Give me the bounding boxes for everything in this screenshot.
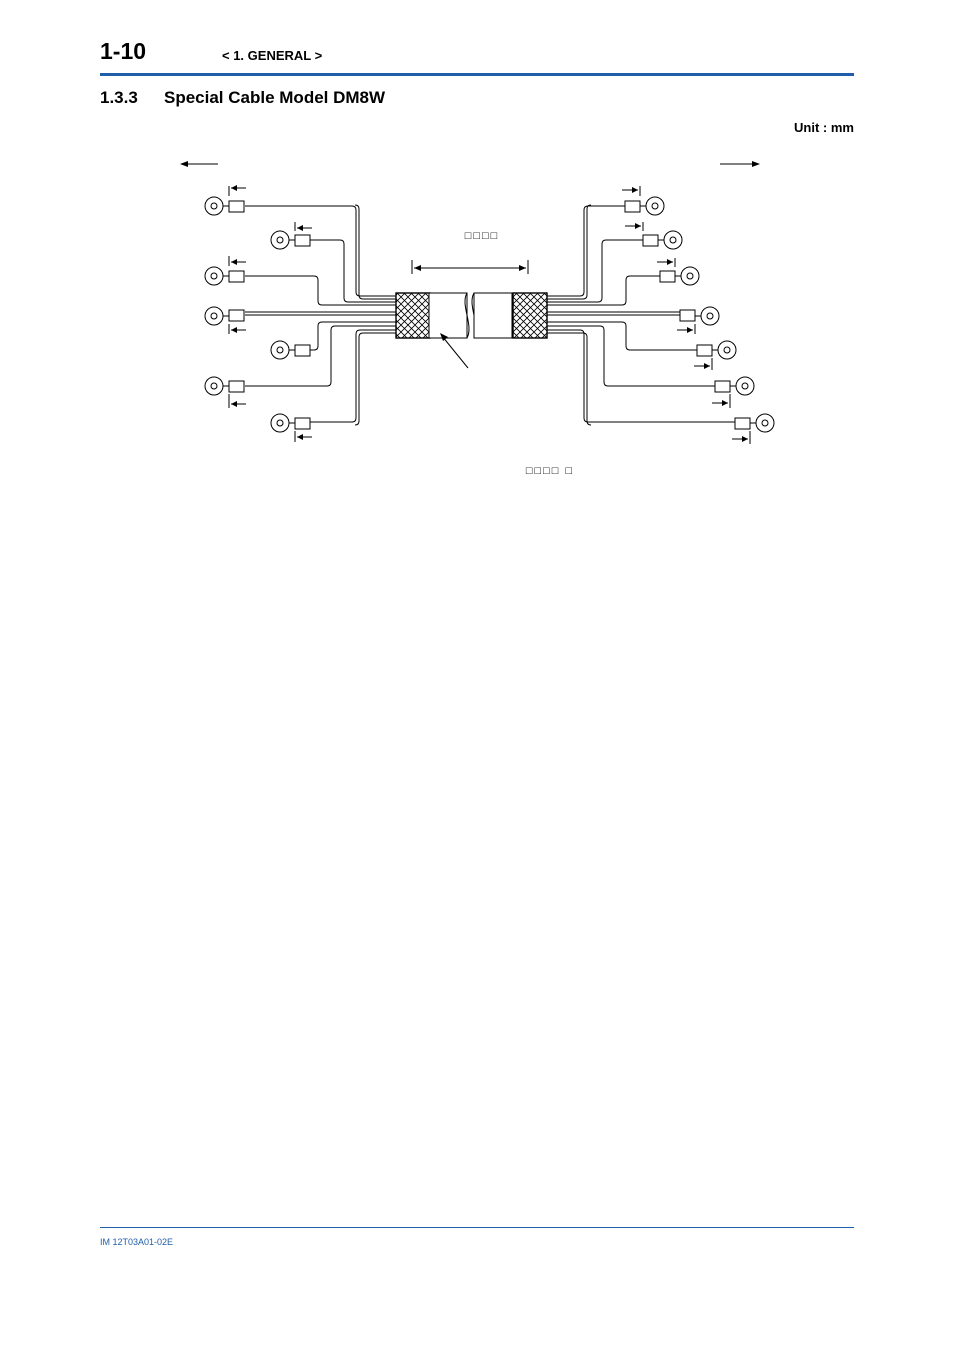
left-terminal-3 [205,256,246,285]
header-rule [100,73,854,76]
right-terminal-4 [677,307,719,334]
sheath-length-dimension [412,260,528,274]
left-wires [245,205,396,425]
garbled-label-bottom: □□□□ □ [525,465,575,477]
section-number: 1.3.3 [100,88,138,107]
left-terminal-1 [205,185,246,215]
right-terminal-5 [694,341,736,370]
running-head: < 1. GENERAL > [222,48,323,63]
right-terminal-3 [657,258,699,285]
left-terminal-6 [205,377,246,408]
unit-label: Unit : mm [794,120,854,135]
cable-body [396,293,547,338]
page-number: 1-10 [100,38,147,64]
footer-rule [100,1227,854,1228]
left-terminal-5 [271,341,310,359]
left-terminal-7 [271,414,312,442]
cable-drawing [170,150,790,480]
right-terminal-2 [625,222,682,249]
left-terminal-4 [205,307,246,334]
left-terminal-2 [271,222,312,249]
right-terminal-6 [712,377,754,408]
overall-length-arrow-left [180,161,218,167]
section-title: Special Cable Model DM8W [164,88,386,107]
garbled-label-top: □□□□ [464,230,500,242]
overall-length-arrow-right [720,161,760,167]
right-terminal-7 [732,414,774,444]
document-id: IM 12T03A01-02E [100,1237,174,1247]
right-terminal-1 [622,186,664,215]
